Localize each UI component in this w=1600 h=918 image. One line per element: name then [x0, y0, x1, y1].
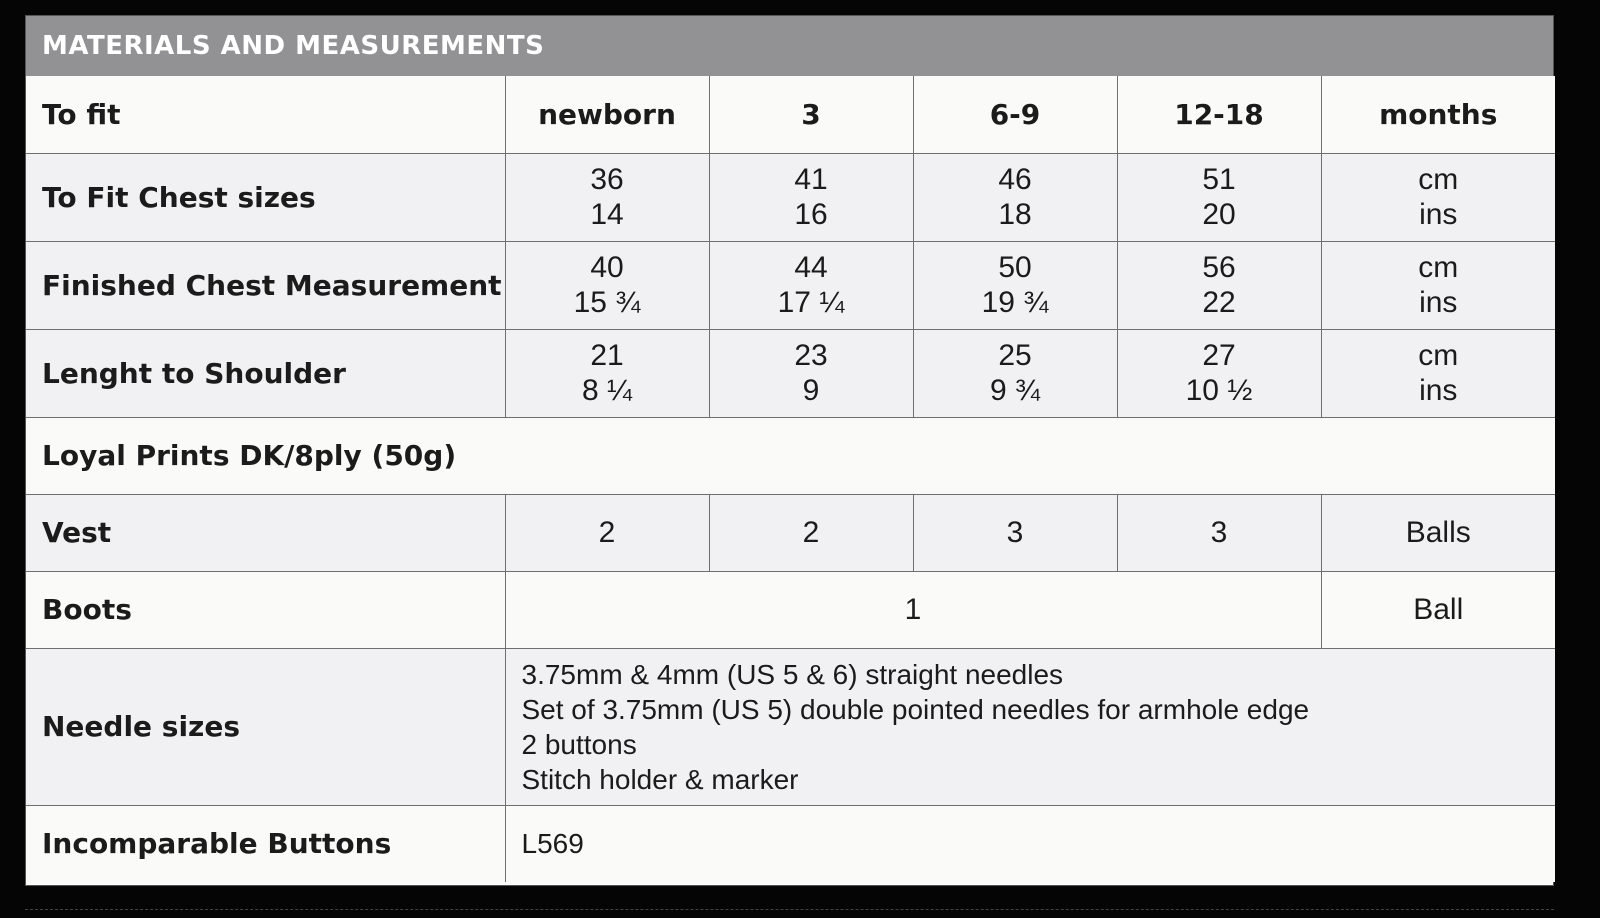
- cm-value: 41: [794, 163, 828, 196]
- table-cell: 3: [913, 494, 1117, 571]
- size-header: 3: [709, 76, 913, 153]
- unit-ins: ins: [1419, 286, 1458, 319]
- unit-cell: [1321, 153, 1555, 241]
- table-cell: 2: [709, 494, 913, 571]
- cm-value: 51: [1202, 163, 1236, 196]
- cm-value: 44: [794, 251, 828, 284]
- ins-value: 19 ¾: [981, 286, 1049, 319]
- row-label: Finished Chest Measurement: [26, 241, 505, 329]
- table-row: [26, 153, 1555, 241]
- table-cell: [913, 329, 1117, 417]
- row-label: Lenght to Shoulder: [26, 329, 505, 417]
- ins-value: 8 ¼: [581, 374, 633, 407]
- cm-value: 56: [1202, 251, 1236, 284]
- size-header: 6-9: [913, 76, 1117, 153]
- table-row: [26, 417, 1555, 494]
- table-row: [26, 76, 1555, 153]
- unit-cm: cm: [1418, 163, 1459, 196]
- row-label: Boots: [26, 571, 505, 648]
- list-item: 2 buttons: [521, 728, 637, 760]
- unit-header: months: [1321, 76, 1555, 153]
- table-row: [26, 494, 1555, 571]
- cm-value: 21: [590, 339, 624, 372]
- cm-value: 25: [998, 339, 1032, 372]
- unit-cm: cm: [1418, 251, 1459, 284]
- table-row: [26, 648, 1555, 805]
- button-code: L569: [505, 805, 1555, 882]
- section-title: MATERIALS AND MEASUREMENTS: [26, 16, 1553, 76]
- row-label: Vest: [26, 494, 505, 571]
- dashed-divider: [25, 909, 1554, 910]
- table-cell: [913, 153, 1117, 241]
- yarn-label: Loyal Prints DK/8ply (50g): [26, 417, 1555, 494]
- cm-value: 40: [590, 251, 624, 284]
- ins-value: 17 ¼: [777, 286, 845, 319]
- needles-list: [505, 648, 1555, 805]
- row-label: To fit: [26, 76, 505, 153]
- row-label: Incomparable Buttons: [26, 805, 505, 882]
- ins-value: 16: [794, 198, 828, 231]
- table-row: [26, 329, 1555, 417]
- size-header: newborn: [505, 76, 709, 153]
- table-cell: [505, 329, 709, 417]
- table-cell: 2: [505, 494, 709, 571]
- ins-value: 15 ¾: [573, 286, 641, 319]
- ins-value: 10 ½: [1185, 374, 1253, 407]
- materials-table-panel: [25, 15, 1554, 886]
- ins-value: 9: [802, 374, 820, 407]
- table-cell: [913, 241, 1117, 329]
- table-cell: 3: [1117, 494, 1321, 571]
- ins-value: 18: [998, 198, 1032, 231]
- table-row: [26, 571, 1555, 648]
- table-cell: [1117, 329, 1321, 417]
- table-row: [26, 241, 1555, 329]
- list-item: Set of 3.75mm (US 5) double pointed needles for armhole edge: [521, 693, 1310, 725]
- list-item: 3.75mm & 4mm (US 5 & 6) straight needles: [521, 658, 1064, 690]
- table-cell: [1117, 241, 1321, 329]
- table-cell: 1: [505, 571, 1321, 648]
- measurements-table: [26, 76, 1555, 882]
- row-label: To Fit Chest sizes: [26, 153, 505, 241]
- unit-cell: [1321, 329, 1555, 417]
- cm-value: 46: [998, 163, 1032, 196]
- table-cell: [505, 153, 709, 241]
- ins-value: 20: [1202, 198, 1236, 231]
- unit-cm: cm: [1418, 339, 1459, 372]
- cm-value: 36: [590, 163, 624, 196]
- unit-cell: [1321, 241, 1555, 329]
- unit-cell: Balls: [1321, 494, 1555, 571]
- row-label: Needle sizes: [26, 648, 505, 805]
- ins-value: 22: [1202, 286, 1236, 319]
- ins-value: 9 ¾: [989, 374, 1041, 407]
- cm-value: 27: [1202, 339, 1236, 372]
- unit-ins: ins: [1419, 198, 1458, 231]
- table-cell: [709, 329, 913, 417]
- ins-value: 14: [590, 198, 624, 231]
- table-cell: [1117, 153, 1321, 241]
- table-cell: [709, 241, 913, 329]
- cm-value: 50: [998, 251, 1032, 284]
- table-cell: [709, 153, 913, 241]
- list-item: Stitch holder & marker: [521, 763, 799, 795]
- size-header: 12-18: [1117, 76, 1321, 153]
- cm-value: 23: [794, 339, 828, 372]
- unit-ins: ins: [1419, 374, 1458, 407]
- unit-cell: Ball: [1321, 571, 1555, 648]
- table-cell: [505, 241, 709, 329]
- table-row: [26, 805, 1555, 882]
